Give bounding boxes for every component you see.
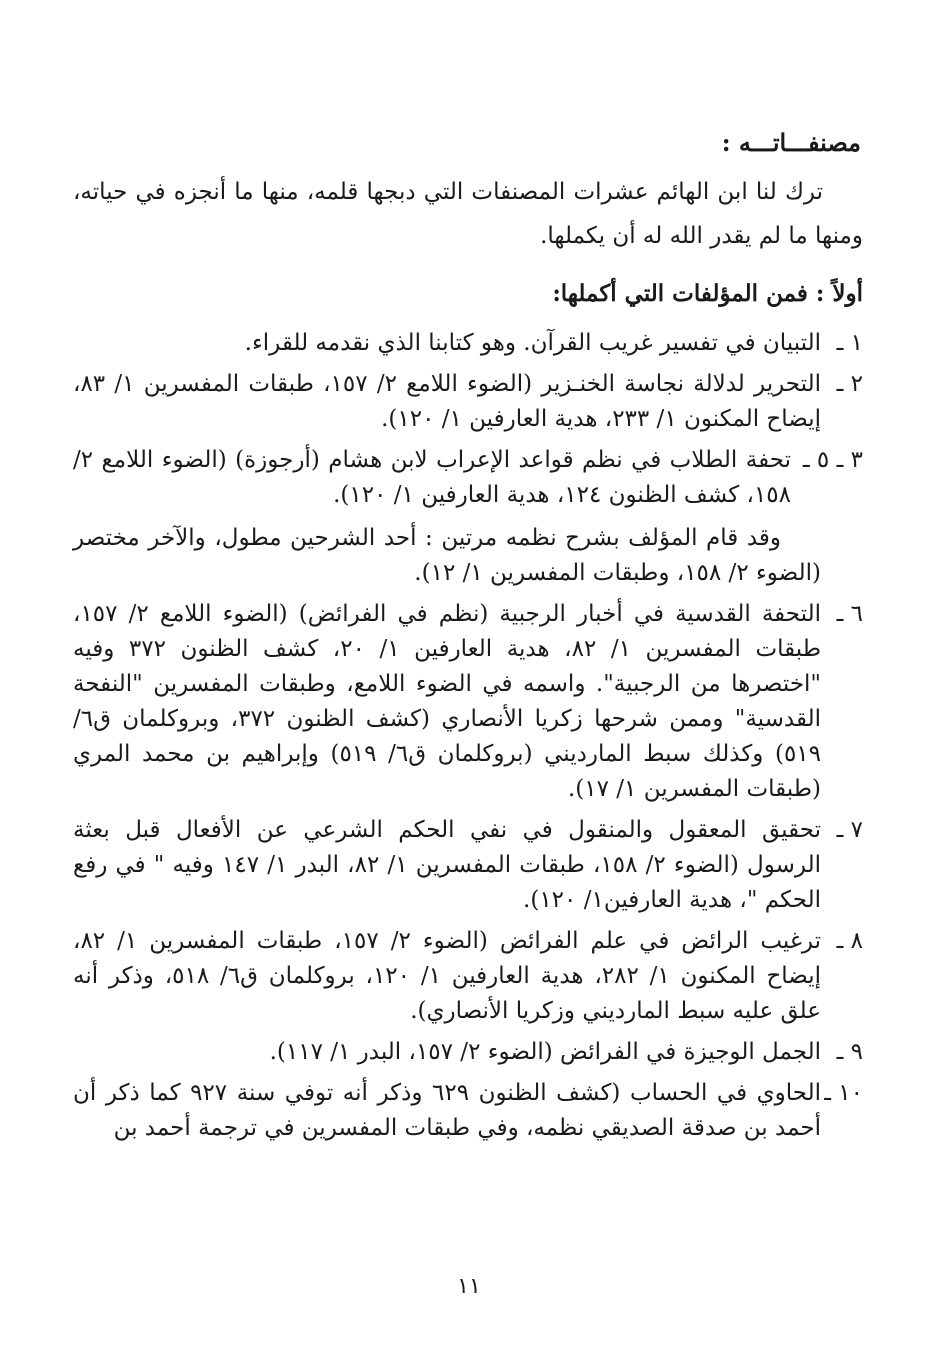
item-text: التحفة القدسية في أخبار الرجبية (نظم في الفرائض) (الضوء اللامع ٢/ ١٥٧، طبقات المفسرين ١/ ٨٢، هدية العارفين ١/ ٢٠، كشف الظنون ٣٧٢ وفيه "اختصرها من الرجبية". واسمه في الضوء اللامع، وطبقات المفسرين "النفحة القدسية" وممن شرحها زكريا الأنصاري (كشف الظنون ٣٧٢، وبروكلمان ق٦/ ٥١٩) وكذلك سبط المارديني (بروكلمان ق٦/ ٥١٩) وإبراهيم بن محمد المري (طبقات المفسرين ١/ ١٧). bbox=[73, 601, 822, 802]
list-item bbox=[73, 924, 863, 1029]
item-number: ٧ ـ bbox=[836, 817, 863, 843]
item-number: ٣ ـ ٥ ـ bbox=[802, 447, 863, 473]
list-item bbox=[73, 1076, 863, 1146]
works-list bbox=[73, 326, 863, 513]
item-number: ٦ ـ bbox=[836, 601, 863, 627]
list-item bbox=[73, 597, 863, 807]
list-item bbox=[73, 443, 863, 513]
item-number: ٩ ـ bbox=[836, 1039, 863, 1065]
section-subheading: أولاً : فمن المؤلفات التي أكملها: bbox=[552, 280, 863, 307]
section-heading: مصنفـــاتـــه : bbox=[721, 128, 861, 157]
intro-paragraph: ترك لنا ابن الهائم عشرات المصنفات التي دبجها قلمه، منها ما أنجزه في حياته، ومنها ما لم يقدر الله له أن يكملها. bbox=[73, 179, 863, 249]
document-page bbox=[73, 118, 863, 1152]
item-text: تحفة الطلاب في نظم قواعد الإعراب لابن هشام (أرجوزة) (الضوء اللامع ٢/ ١٥٨، كشف الظنون ١٢٤، هدية العارفين ١/ ١٢٠). bbox=[73, 447, 791, 508]
note-paragraph: وقد قام المؤلف بشرح نظمه مرتين : أحد الشرحين مطول، والآخر مختصر (الضوء ٢/ ١٥٨، وطبقات المفسرين ١/ ١٢). bbox=[73, 525, 821, 586]
page-number: ١١ bbox=[457, 1274, 481, 1299]
list-item bbox=[73, 326, 863, 361]
item-number: ١٠ ـ bbox=[824, 1080, 863, 1106]
list-item bbox=[73, 813, 863, 918]
works-list-continued bbox=[73, 597, 863, 1146]
item-number: ٢ ـ bbox=[836, 371, 863, 397]
list-item bbox=[73, 367, 863, 437]
item-number: ٨ ـ bbox=[836, 928, 863, 954]
item-number: ١ ـ bbox=[836, 330, 863, 356]
item-text: الجمل الوجيزة في الفرائض (الضوء ٢/ ١٥٧، البدر ١/ ١١٧). bbox=[269, 1039, 821, 1065]
list-item bbox=[73, 1035, 863, 1070]
item-text: الحاوي في الحساب (كشف الظنون ٦٢٩ وذكر أنه توفي سنة ٩٢٧ كما ذكر أن أحمد بن صدقة الصديقي نظمه، وفي طبقات المفسرين في ترجمة أحمد بن bbox=[73, 1080, 821, 1141]
item-text: تحقيق المعقول والمنقول في نفي الحكم الشرعي عن الأفعال قبل بعثة الرسول (الضوء ٢/ ١٥٨، طبقات المفسرين ١/ ٨٢، البدر ١/ ١٤٧ وفيه " في رفع الحكم "، هدية العارفين١/ ١٢٠). bbox=[73, 817, 822, 913]
item-text: التحرير لدلالة نجاسة الخنـزير (الضوء اللامع ٢/ ١٥٧، طبقات المفسرين ١/ ٨٣، إيضاح المكنون ١/ ٢٣٣، هدية العارفين ١/ ١٢٠). bbox=[73, 371, 821, 432]
item-text: التبيان في تفسير غريب القرآن. وهو كتابنا الذي نقدمه للقراء. bbox=[244, 330, 821, 356]
item-text: ترغيب الرائض في علم الفرائض (الضوء ٢/ ١٥٧، طبقات المفسرين ١/ ٨٢، إيضاح المكنون ١/ ٢٨٢، هدية العارفين ١/ ١٢٠، بروكلمان ق٦/ ٥١٨، وذكر أنه علق عليه سبط المارديني وزكريا الأنصاري). bbox=[73, 928, 822, 1024]
